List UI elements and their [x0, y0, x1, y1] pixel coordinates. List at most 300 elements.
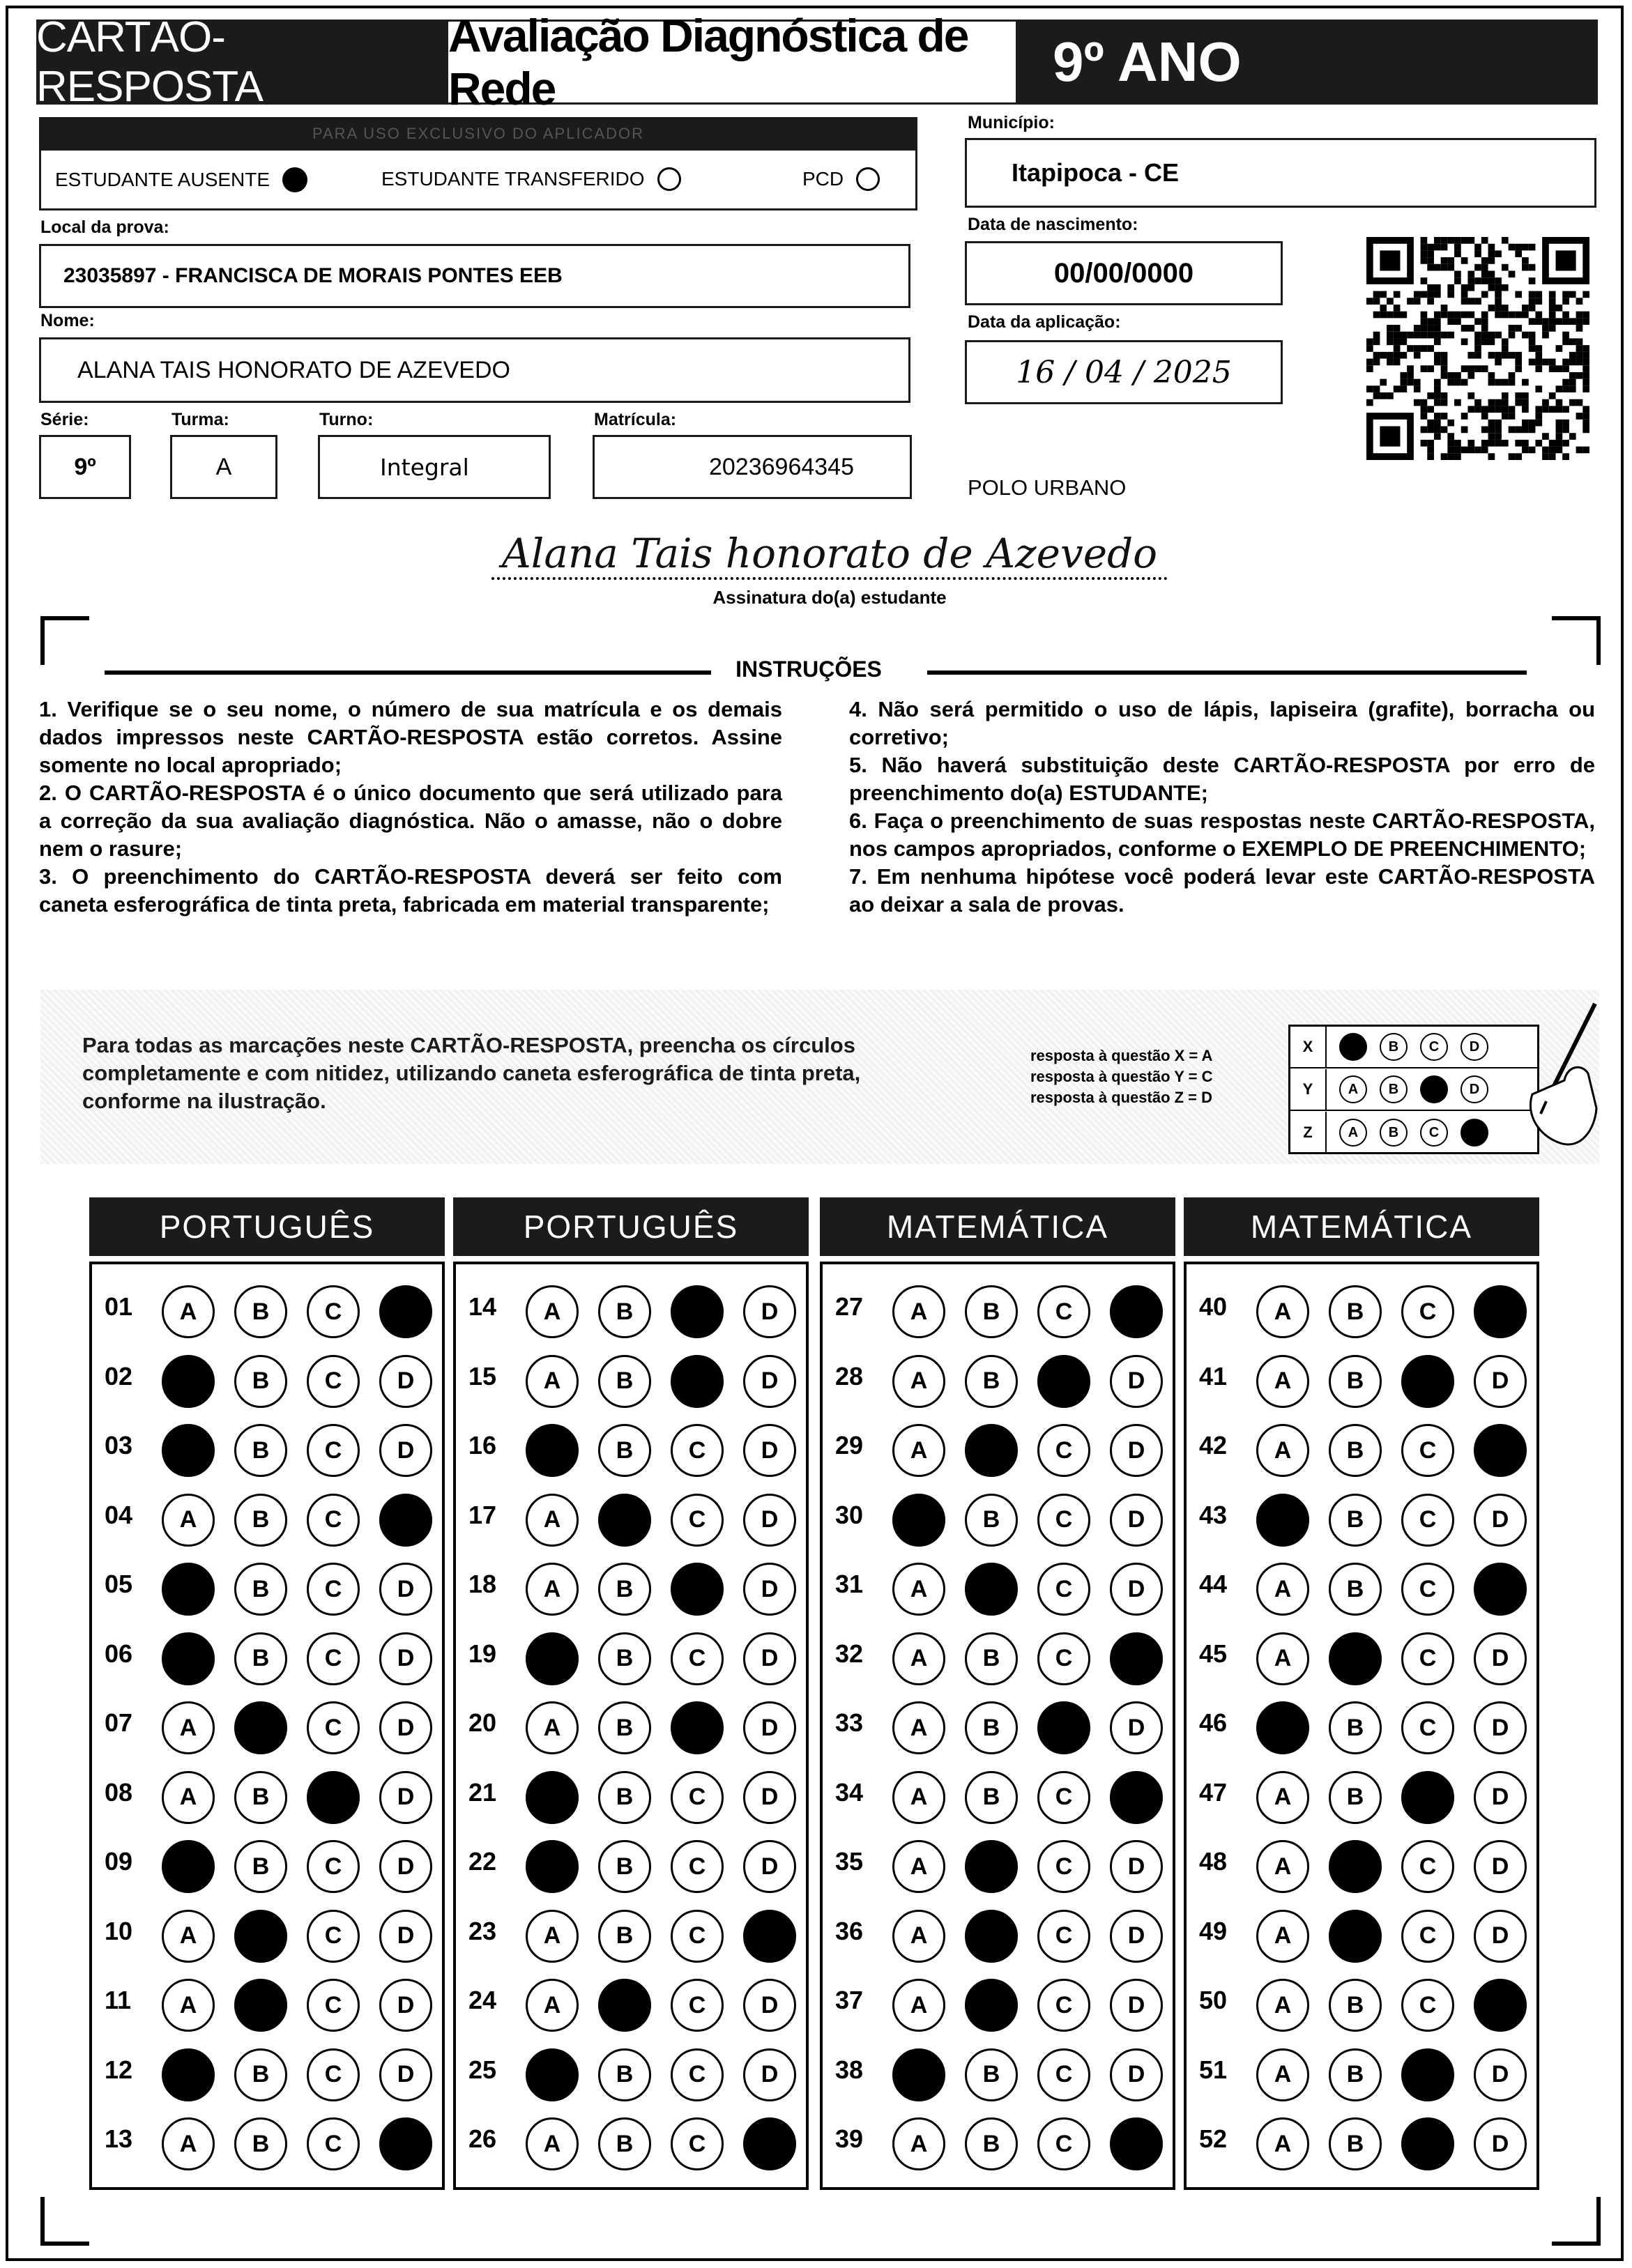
answer-bubble-c[interactable]: C [307, 1771, 360, 1824]
transferred-label: ESTUDANTE TRANSFERIDO [381, 168, 645, 190]
question-row [92, 1410, 442, 1480]
question-row [823, 2035, 1173, 2104]
answer-bubble-d[interactable]: D [743, 1910, 796, 1963]
answer-bubble-b[interactable]: B [1329, 1910, 1382, 1963]
answer-bubble-b[interactable]: B [965, 1355, 1018, 1408]
answer-bubble-d[interactable]: D [379, 1840, 432, 1893]
answer-bubble-b[interactable]: B [598, 1424, 651, 1477]
answer-bubble-b[interactable]: B [965, 1840, 1018, 1893]
card-title: CARTÃO-RESPOSTA [36, 20, 446, 105]
answer-bubble-c[interactable]: C [1037, 2048, 1090, 2101]
answer-bubble-b[interactable]: B [1329, 1840, 1382, 1893]
absent-bubble[interactable] [282, 167, 307, 192]
answer-bubble-c[interactable]: C [307, 1632, 360, 1685]
answer-bubble-c[interactable]: C [1037, 1285, 1090, 1338]
question-number: 46 [1199, 1708, 1228, 1737]
answer-bubble-a[interactable]: A [1256, 1355, 1309, 1408]
answer-bubble-c[interactable]: C [1401, 2117, 1454, 2170]
answer-bubble-b[interactable]: B [234, 1910, 287, 1963]
question-number: 13 [105, 2124, 133, 2153]
answer-bubble-c[interactable]: C [1401, 1701, 1454, 1754]
answer-bubble-c[interactable]: C [671, 1840, 724, 1893]
answer-bubble-c[interactable]: C [307, 1424, 360, 1477]
answer-bubble-d[interactable]: D [743, 1285, 796, 1338]
answer-bubble-b[interactable]: B [965, 1701, 1018, 1754]
answer-bubble-b[interactable]: B [234, 1632, 287, 1685]
serie-label: Série: [40, 410, 89, 429]
answer-bubble-a[interactable]: A [162, 2048, 215, 2101]
fill-example-text: Para todas as marcações neste CARTÃO-RESPOSTA, preencha os círculos completamente e com nitidez, utilizando caneta esferográfica de tinta preta, conforme na ilustração. [82, 1033, 861, 1113]
answer-bubble-a[interactable]: A [526, 1563, 579, 1616]
question-number: 45 [1199, 1639, 1228, 1668]
answer-bubble-a[interactable]: A [892, 1840, 945, 1893]
answer-bubble-a[interactable]: A [1256, 1979, 1309, 2032]
question-number: 01 [105, 1292, 133, 1321]
legend-z: resposta à questão Z = D [1030, 1089, 1213, 1106]
question-number: 14 [468, 1292, 497, 1321]
answer-bubble-c[interactable]: C [1037, 1563, 1090, 1616]
question-row [823, 1341, 1173, 1411]
answer-bubble-a[interactable]: A [892, 1563, 945, 1616]
answer-bubble-a[interactable]: A [162, 1285, 215, 1338]
aplicacao-label: Data da aplicação: [968, 312, 1121, 332]
answer-bubble-a[interactable]: A [892, 2048, 945, 2101]
aplicacao-field[interactable]: 16 / 04 / 2025 [965, 340, 1283, 404]
answer-bubble-a[interactable]: A [892, 1355, 945, 1408]
question-row [456, 1826, 806, 1896]
answer-bubble-c[interactable]: C [671, 1771, 724, 1824]
answer-bubble-a[interactable]: A [1256, 1563, 1309, 1616]
answer-bubble-d[interactable]: D [1110, 1840, 1163, 1893]
answer-bubble-a[interactable]: A [1256, 2117, 1309, 2170]
answer-bubble-a[interactable]: A [162, 1840, 215, 1893]
answer-bubble-d[interactable]: D [379, 1701, 432, 1754]
example-bubble-a: A [1339, 1075, 1367, 1103]
answer-bubble-c[interactable]: C [307, 1355, 360, 1408]
question-row [92, 1687, 442, 1757]
question-number: 44 [1199, 1570, 1228, 1598]
answer-bubble-b[interactable]: B [1329, 1424, 1382, 1477]
answer-bubble-c[interactable]: C [1401, 1285, 1454, 1338]
question-row [823, 1757, 1173, 1827]
answer-bubble-c[interactable]: C [307, 1563, 360, 1616]
answer-bubble-b[interactable]: B [1329, 2048, 1382, 2101]
question-number: 40 [1199, 1292, 1228, 1321]
answer-bubble-d[interactable]: D [379, 1285, 432, 1338]
instruction-5: 5. Não haverá substituição deste CARTÃO-RESPOSTA por erro de preenchimento do(a) ESTUDANTE; [849, 753, 1595, 805]
question-number: 11 [105, 1986, 132, 2014]
answer-bubble-b[interactable]: B [965, 1979, 1018, 2032]
example-row [1290, 1069, 1537, 1111]
answer-bubble-a[interactable]: A [162, 1355, 215, 1408]
answer-bubble-b[interactable]: B [1329, 1701, 1382, 1754]
question-number: 36 [835, 1916, 864, 1945]
answer-bubble-d[interactable]: D [379, 1979, 432, 2032]
answer-bubble-d[interactable]: D [743, 1979, 796, 2032]
corner-mark-top-left [40, 616, 89, 665]
answer-bubble-d[interactable]: D [1110, 2048, 1163, 2101]
question-number: 26 [468, 2124, 497, 2153]
answer-bubble-a[interactable]: A [892, 1771, 945, 1824]
answer-bubble-d[interactable]: D [379, 1355, 432, 1408]
matricula-label: Matrícula: [594, 410, 677, 429]
answer-bubble-d[interactable]: D [1474, 2117, 1527, 2170]
pcd-option[interactable] [802, 167, 880, 191]
answer-bubble-d[interactable]: D [1474, 1285, 1527, 1338]
answer-bubble-a[interactable]: A [526, 1494, 579, 1547]
answer-bubble-d[interactable]: D [1474, 1494, 1527, 1547]
answer-bubble-d[interactable]: D [1474, 1840, 1527, 1893]
answer-bubble-d[interactable]: D [1110, 1701, 1163, 1754]
answer-bubble-c[interactable]: C [1037, 1910, 1090, 1963]
question-row [1187, 1896, 1536, 1966]
answer-bubble-a[interactable]: A [1256, 1285, 1309, 1338]
local-label: Local da prova: [40, 217, 169, 237]
answer-bubble-c[interactable]: C [1037, 1840, 1090, 1893]
answer-bubble-b[interactable]: B [598, 1771, 651, 1824]
answer-bubble-c[interactable]: C [671, 1494, 724, 1547]
answer-bubble-b[interactable]: B [234, 1771, 287, 1824]
question-row [823, 1687, 1173, 1757]
answer-bubble-c[interactable]: C [307, 1701, 360, 1754]
answer-bubble-a[interactable]: A [162, 1494, 215, 1547]
answer-bubble-c[interactable]: C [1037, 2117, 1090, 2170]
instruction-2: 2. O CARTÃO-RESPOSTA é o único documento que será utilizado para a correção da sua avaliação diagnóstica. Não o amasse, não o dobre nem o rasure; [39, 781, 782, 861]
question-number: 37 [835, 1986, 864, 2014]
answer-bubble-a[interactable]: A [162, 1910, 215, 1963]
answer-bubble-d[interactable]: D [1110, 1424, 1163, 1477]
question-number: 41 [1199, 1361, 1228, 1390]
answer-bubble-b[interactable]: B [598, 1910, 651, 1963]
answer-bubble-d[interactable]: D [743, 1632, 796, 1685]
answer-bubble-b[interactable]: B [598, 1355, 651, 1408]
answer-bubble-a[interactable]: A [892, 1424, 945, 1477]
answer-bubble-d[interactable]: D [1110, 1771, 1163, 1824]
answer-bubble-a[interactable]: A [892, 1494, 945, 1547]
fill-example-panel [40, 990, 1599, 1164]
example-bubble-c: C [1420, 1119, 1448, 1147]
answer-bubble-b[interactable]: B [598, 1632, 651, 1685]
answer-bubble-d[interactable]: D [1474, 1979, 1527, 2032]
answer-bubble-c[interactable]: C [671, 1424, 724, 1477]
answer-bubble-a[interactable]: A [1256, 2048, 1309, 2101]
answer-column-2 [453, 1262, 809, 2190]
answer-bubble-a[interactable]: A [1256, 1910, 1309, 1963]
answer-bubble-a[interactable]: A [526, 1910, 579, 1963]
answer-bubble-d[interactable]: D [379, 2117, 432, 2170]
answer-bubble-b[interactable]: B [234, 1701, 287, 1754]
answer-bubble-a[interactable]: A [526, 2048, 579, 2101]
nascimento-label: Data de nascimento: [968, 215, 1138, 234]
local-field: 23035897 - FRANCISCA DE MORAIS PONTES EEB [39, 244, 910, 308]
answer-bubble-b[interactable]: B [234, 2117, 287, 2170]
question-row [1187, 1757, 1536, 1827]
answer-bubble-b[interactable]: B [598, 2117, 651, 2170]
answer-bubble-c[interactable]: C [307, 1840, 360, 1893]
answer-bubble-c[interactable]: C [671, 2117, 724, 2170]
answer-bubble-a[interactable]: A [1256, 1424, 1309, 1477]
answer-bubble-b[interactable]: B [234, 1979, 287, 2032]
answer-bubble-a[interactable]: A [1256, 1771, 1309, 1824]
question-number: 20 [468, 1708, 497, 1737]
answer-bubble-c[interactable]: C [671, 1355, 724, 1408]
answer-bubble-c[interactable]: C [307, 2048, 360, 2101]
answer-bubble-b[interactable]: B [965, 1910, 1018, 1963]
answer-bubble-d[interactable]: D [1474, 1910, 1527, 1963]
pen-hand-icon [1518, 997, 1602, 1157]
applicator-status-box [39, 151, 917, 210]
question-row [456, 1757, 806, 1827]
answer-bubble-b[interactable]: B [1329, 1494, 1382, 1547]
answer-bubble-d[interactable]: D [743, 1355, 796, 1408]
answer-bubble-c[interactable]: C [671, 1910, 724, 1963]
answer-bubble-a[interactable]: A [526, 1632, 579, 1685]
answer-bubble-b[interactable]: B [234, 1494, 287, 1547]
answer-bubble-d[interactable]: D [1474, 1771, 1527, 1824]
answer-bubble-a[interactable]: A [526, 1840, 579, 1893]
answer-bubble-c[interactable]: C [1037, 1701, 1090, 1754]
answer-bubble-b[interactable]: B [1329, 1632, 1382, 1685]
answer-bubble-a[interactable]: A [1256, 1701, 1309, 1754]
answer-bubble-d[interactable]: D [1110, 1563, 1163, 1616]
answer-bubble-c[interactable]: C [671, 1701, 724, 1754]
answer-bubble-c[interactable]: C [1401, 1632, 1454, 1685]
answer-bubble-c[interactable]: C [1401, 1494, 1454, 1547]
question-number: 49 [1199, 1916, 1228, 1945]
answer-bubble-c[interactable]: C [1037, 1494, 1090, 1547]
answer-bubble-a[interactable]: A [1256, 1632, 1309, 1685]
answer-bubble-a[interactable]: A [526, 1355, 579, 1408]
answer-bubble-d[interactable]: D [1474, 1355, 1527, 1408]
question-row [823, 1826, 1173, 1896]
answer-bubble-a[interactable]: A [892, 2117, 945, 2170]
answer-bubble-d[interactable]: D [1110, 1632, 1163, 1685]
column-header-1: PORTUGUÊS [89, 1197, 445, 1256]
answer-bubble-b[interactable]: B [1329, 1563, 1382, 1616]
question-row [92, 1965, 442, 2035]
answer-bubble-a[interactable]: A [162, 1424, 215, 1477]
answer-bubble-d[interactable]: D [1474, 1632, 1527, 1685]
question-row [92, 1826, 442, 1896]
answer-bubble-d[interactable]: D [743, 2117, 796, 2170]
answer-bubble-c[interactable]: C [307, 1494, 360, 1547]
answer-bubble-b[interactable]: B [598, 2048, 651, 2101]
answer-bubble-a[interactable]: A [162, 1632, 215, 1685]
answer-bubble-d[interactable]: D [379, 1910, 432, 1963]
turno-label: Turno: [319, 410, 374, 429]
answer-bubble-a[interactable]: A [526, 1771, 579, 1824]
answer-bubble-d[interactable]: D [379, 1632, 432, 1685]
answer-bubble-a[interactable]: A [1256, 1494, 1309, 1547]
answer-bubble-a[interactable]: A [1256, 1840, 1309, 1893]
transferred-bubble[interactable] [657, 167, 681, 191]
answer-bubble-b[interactable]: B [234, 1840, 287, 1893]
answer-bubble-d[interactable]: D [1474, 1563, 1527, 1616]
answer-bubble-c[interactable]: C [1401, 2048, 1454, 2101]
answer-bubble-a[interactable]: A [526, 1424, 579, 1477]
answer-bubble-d[interactable]: D [1110, 1355, 1163, 1408]
absent-label: ESTUDANTE AUSENTE [55, 169, 270, 190]
answer-bubble-c[interactable]: C [1401, 1910, 1454, 1963]
answer-bubble-b[interactable]: B [598, 1701, 651, 1754]
answer-bubble-b[interactable]: B [598, 1979, 651, 2032]
answer-bubble-b[interactable]: B [965, 2117, 1018, 2170]
answer-bubble-a[interactable]: A [892, 1701, 945, 1754]
transferred-option[interactable] [381, 167, 681, 191]
applicator-bar: PARA USO EXCLUSIVO DO APLICADOR [39, 117, 917, 151]
answer-bubble-d[interactable]: D [1110, 1979, 1163, 2032]
answer-bubble-a[interactable]: A [892, 1285, 945, 1338]
example-row-key: X [1290, 1027, 1327, 1067]
answer-bubble-d[interactable]: D [743, 1424, 796, 1477]
student-signature: Alana Tais honorato de Azevedo [501, 530, 1158, 577]
question-row [92, 1549, 442, 1618]
answer-bubble-b[interactable]: B [234, 1285, 287, 1338]
answer-bubble-b[interactable]: B [1329, 2117, 1382, 2170]
question-row [1187, 1826, 1536, 1896]
answer-bubble-c[interactable]: C [1037, 1355, 1090, 1408]
answer-bubble-a[interactable]: A [526, 1285, 579, 1338]
answer-bubble-b[interactable]: B [598, 1563, 651, 1616]
answer-bubble-c[interactable]: C [307, 1979, 360, 2032]
question-number: 50 [1199, 1986, 1228, 2014]
question-number: 33 [835, 1708, 864, 1737]
answer-bubble-b[interactable]: B [234, 1563, 287, 1616]
question-number: 15 [468, 1361, 497, 1390]
answer-bubble-d[interactable]: D [743, 1771, 796, 1824]
example-bubble-c: C [1420, 1075, 1448, 1103]
question-number: 32 [835, 1639, 864, 1668]
question-number: 05 [105, 1570, 133, 1598]
answer-bubble-b[interactable]: B [234, 1424, 287, 1477]
answer-bubble-a[interactable]: A [892, 1632, 945, 1685]
answer-bubble-c[interactable]: C [307, 1285, 360, 1338]
answer-bubble-b[interactable]: B [598, 1494, 651, 1547]
answer-bubble-d[interactable]: D [743, 1494, 796, 1547]
qr-code [1366, 237, 1589, 460]
answer-bubble-a[interactable]: A [526, 2117, 579, 2170]
answer-bubble-b[interactable]: B [598, 1840, 651, 1893]
instructions-right-column [849, 696, 1595, 919]
answer-bubble-d[interactable]: D [379, 1494, 432, 1547]
answer-bubble-a[interactable]: A [162, 1771, 215, 1824]
answer-bubble-d[interactable]: D [379, 2048, 432, 2101]
answer-bubble-b[interactable]: B [965, 1771, 1018, 1824]
question-number: 28 [835, 1361, 864, 1390]
answer-bubble-a[interactable]: A [892, 1979, 945, 2032]
answer-bubble-a[interactable]: A [162, 1979, 215, 2032]
instruction-3: 3. O preenchimento do CARTÃO-RESPOSTA deverá ser feito com caneta esferográfica de tinta preta, fabricada em material transparente; [39, 864, 782, 917]
answer-bubble-b[interactable]: B [1329, 1979, 1382, 2032]
answer-bubble-b[interactable]: B [1329, 1355, 1382, 1408]
question-row [1187, 1271, 1536, 1341]
answer-bubble-d[interactable]: D [1110, 2117, 1163, 2170]
answer-bubble-b[interactable]: B [965, 1632, 1018, 1685]
question-row [456, 1965, 806, 2035]
question-row [92, 2035, 442, 2104]
answer-bubble-c[interactable]: C [1037, 1979, 1090, 2032]
answer-bubble-b[interactable]: B [965, 1563, 1018, 1616]
answer-bubble-a[interactable]: A [526, 1701, 579, 1754]
answer-bubble-d[interactable]: D [1474, 2048, 1527, 2101]
answer-bubble-d[interactable]: D [743, 1840, 796, 1893]
answer-bubble-a[interactable]: A [892, 1910, 945, 1963]
answer-bubble-b[interactable]: B [965, 1424, 1018, 1477]
answer-bubble-d[interactable]: D [1110, 1285, 1163, 1338]
answer-bubble-c[interactable]: C [671, 1632, 724, 1685]
answer-bubble-c[interactable]: C [1037, 1771, 1090, 1824]
answer-bubble-d[interactable]: D [1110, 1910, 1163, 1963]
answer-bubble-b[interactable]: B [234, 1355, 287, 1408]
answer-bubble-b[interactable]: B [598, 1285, 651, 1338]
answer-bubble-c[interactable]: C [671, 1563, 724, 1616]
answer-bubble-c[interactable]: C [1401, 1840, 1454, 1893]
answer-bubble-d[interactable]: D [1474, 1424, 1527, 1477]
question-number: 08 [105, 1777, 133, 1807]
fill-example-grid [1288, 1025, 1539, 1154]
example-row-key: Y [1290, 1069, 1327, 1110]
example-row [1290, 1027, 1537, 1068]
answer-column-3 [820, 1262, 1175, 2190]
answer-bubble-b[interactable]: B [1329, 1771, 1382, 1824]
instructions-left-column [39, 696, 782, 919]
column-header-4: MATEMÁTICA [1184, 1197, 1539, 1256]
absent-option[interactable] [55, 167, 307, 192]
question-row [456, 2104, 806, 2173]
answer-bubble-c[interactable]: C [1401, 1979, 1454, 2032]
answer-bubble-d[interactable]: D [743, 2048, 796, 2101]
answer-bubble-d[interactable]: D [743, 1563, 796, 1616]
assessment-title: Avaliação Diagnóstica de Rede [446, 20, 1018, 105]
answer-bubble-c[interactable]: C [1401, 1771, 1454, 1824]
answer-bubble-b[interactable]: B [965, 1285, 1018, 1338]
question-row [456, 1271, 806, 1341]
answer-bubble-b[interactable]: B [234, 2048, 287, 2101]
question-number: 35 [835, 1847, 864, 1876]
answer-bubble-c[interactable]: C [307, 1910, 360, 1963]
answer-bubble-d[interactable]: D [379, 1563, 432, 1616]
answer-bubble-a[interactable]: A [162, 1563, 215, 1616]
answer-bubble-d[interactable]: D [1110, 1494, 1163, 1547]
answer-bubble-c[interactable]: C [1401, 1355, 1454, 1408]
answer-bubble-d[interactable]: D [379, 1771, 432, 1824]
answer-bubble-c[interactable]: C [671, 1979, 724, 2032]
answer-bubble-c[interactable]: C [1401, 1563, 1454, 1616]
answer-bubble-d[interactable]: D [1474, 1701, 1527, 1754]
question-row [456, 1618, 806, 1688]
answer-bubble-d[interactable]: D [743, 1701, 796, 1754]
question-row [92, 1480, 442, 1549]
answer-bubble-c[interactable]: C [671, 1285, 724, 1338]
answer-bubble-a[interactable]: A [162, 1701, 215, 1754]
answer-bubble-c[interactable]: C [307, 2117, 360, 2170]
answer-bubble-c[interactable]: C [671, 2048, 724, 2101]
answer-bubble-b[interactable]: B [965, 2048, 1018, 2101]
answer-bubble-b[interactable]: B [1329, 1285, 1382, 1338]
question-number: 27 [835, 1292, 864, 1321]
answer-bubble-a[interactable]: A [526, 1979, 579, 2032]
answer-bubble-b[interactable]: B [965, 1494, 1018, 1547]
pcd-bubble[interactable] [856, 167, 880, 191]
answer-bubble-c[interactable]: C [1037, 1632, 1090, 1685]
answer-bubble-c[interactable]: C [1037, 1424, 1090, 1477]
question-number: 03 [105, 1431, 133, 1459]
answer-bubble-a[interactable]: A [162, 2117, 215, 2170]
answer-bubble-d[interactable]: D [379, 1424, 432, 1477]
question-number: 47 [1199, 1777, 1228, 1807]
answer-bubble-c[interactable]: C [1401, 1424, 1454, 1477]
example-bubble-c: C [1420, 1033, 1448, 1061]
